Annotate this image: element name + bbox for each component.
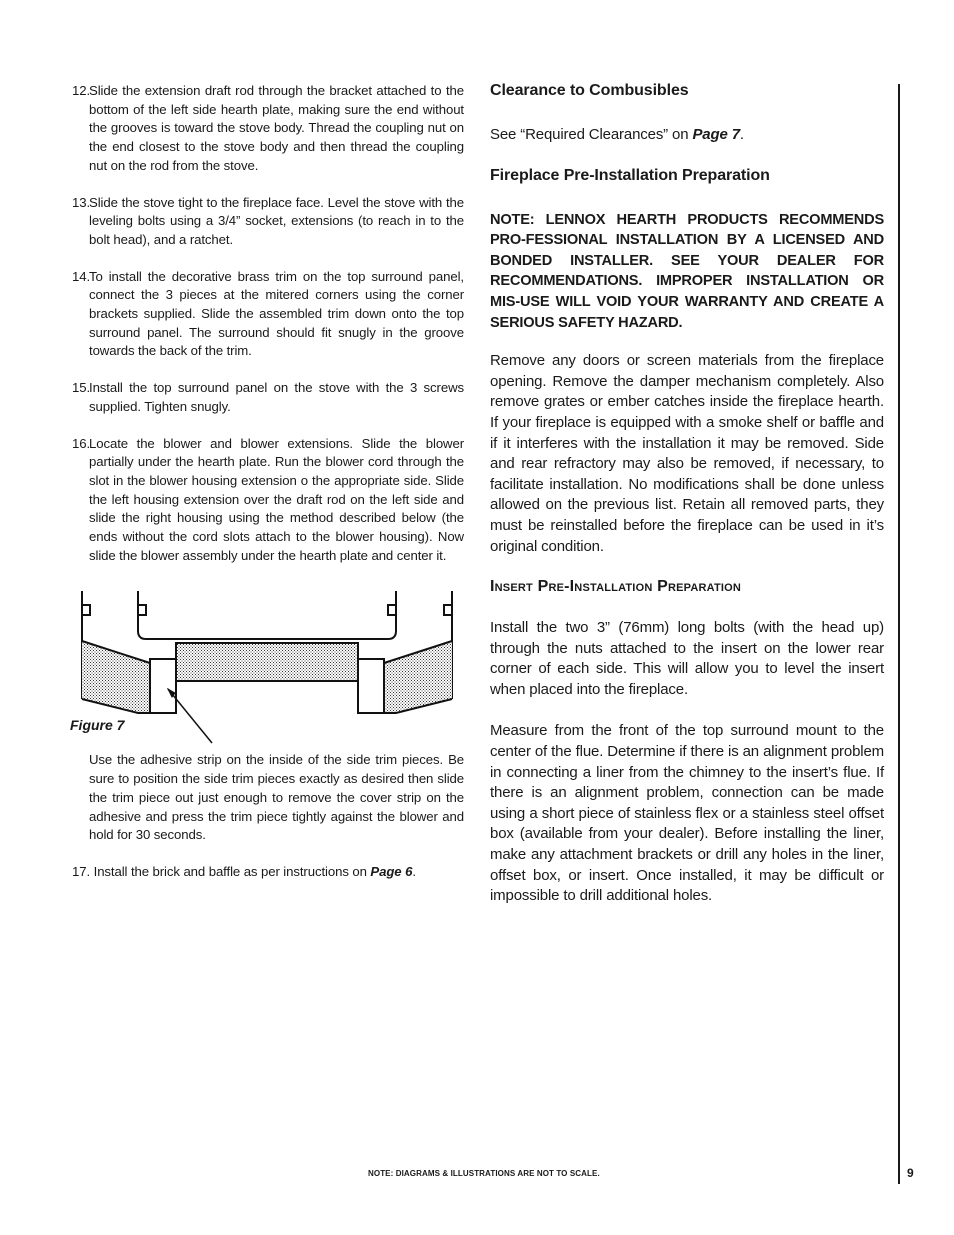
step-text: Slide the extension draft rod through the bracket attached to the bottom of the left side hearth plate, making sure the end without the grooves is toward the stove body. Thread the coupling nut on the end closest to the stove body and then thread the coupling nut on the rod from the stove. xyxy=(89,83,464,173)
insert-prep-paragraph-2: Measure from the front of the top surround mount to the center of the flue. Determine if there is an alignment problem in connecting a liner from the chimney to the insert’s flue. If there is an alignment problem, connection can be made using a short piece of stainless flex or a stainless steel offset box (available from your dealer). Before installing the liner, make any attachment brackets or drill any holes in the liner, offset box, or insert. Once installed, it may be difficult or impossible to drill additional holes. xyxy=(490,722,884,905)
step-number: 13. xyxy=(72,194,91,210)
footer-note: NOTE: DIAGRAMS & ILLUSTRATIONS ARE NOT TO SCALE. xyxy=(368,1169,600,1178)
page-number: 9 xyxy=(907,1166,914,1180)
step-number: 12. xyxy=(72,83,91,98)
instruction-step-12 xyxy=(72,82,464,176)
clearance-text xyxy=(490,125,884,146)
blower-diagram-illustration xyxy=(72,587,464,747)
fireplace-prep-heading: Fireplace Pre-Installation Preparation xyxy=(490,166,770,184)
instruction-step-15 xyxy=(72,379,464,416)
step-number: 16. xyxy=(72,435,91,451)
right-column xyxy=(490,82,884,928)
page-reference: Page 7 xyxy=(692,126,740,143)
step-text: Install the top surround panel on the stove with the 3 screws supplied. Tighten snugly. xyxy=(89,380,464,414)
figure-caption: Figure 7 xyxy=(70,717,125,734)
fireplace-prep-body: Remove any doors or screen materials from the fireplace opening. Remove the damper mechanism completely. Also remove grates or ember catches inside the fireplace hearth. If your fireplace is equipped with a smoke shelf or baffle and if it interferes with the installation it may be removed. Side and rear refractory may also be removed, if necessary, to facilitate installation. No modifications shall be done unless allowed on the previous list. Retain all removed parts, they must be reinstalled before the fireplace can be used in it’s original condition. xyxy=(490,352,884,555)
insert-prep-heading: Insert Pre-Installation Preparation xyxy=(490,578,742,596)
figure-7-blower-diagram xyxy=(72,587,464,747)
safety-note: NOTE: LENNOX HEARTH PRODUCTS RECOMMENDS PRO-FESSIONAL INSTALLATION BY A LICENSED AND BONDED INSTALLER. SEE YOUR DEALER FOR RECOMMENDATIONS. IMPROPER INSTALLATION OR MIS-USE WILL VOID YOUR WARRANTY AND CREATE A SERIOUS SAFETY HAZARD. xyxy=(490,211,884,331)
clearance-text-body: See “Required Clearances” on xyxy=(490,126,693,143)
left-column xyxy=(72,82,464,900)
instruction-step-13 xyxy=(72,194,464,250)
step-number: 17. xyxy=(72,863,91,879)
column-divider-line xyxy=(898,84,900,1184)
instruction-step-14 xyxy=(72,268,464,362)
step-text: Locate the blower and blower extensions. Slide the blower partially under the hearth plate. Run the blower cord through the slot in the blower housing extension o the appropriate side. Slide the left housing extension over the draft rod on the left side and slide the right housing using the method described below (the ends without the cord slots attach to the blower housing). Now slide the blower assembly under the hearth plate and center it. xyxy=(89,435,464,563)
step-text: Slide the stove tight to the fireplace face. Level the stove with the leveling bolts using a 3/4” socket, extensions (to reach in to the bolt head), and a ratchet. xyxy=(89,194,464,247)
step-number: 14. xyxy=(72,268,91,284)
clearance-heading: Clearance to Combusibles xyxy=(490,82,689,99)
clearance-text-end: . xyxy=(739,126,744,143)
step-text: To install the decorative brass trim on the top surround panel, connect the 3 pieces at the mitered corners using the corner brackets supplied. Slide the assembled trim down onto the top surround panel. The surround should fit snugly in the groove towards the back of the trim. xyxy=(89,268,464,359)
step-number: 15. xyxy=(72,380,91,396)
instruction-step-17 xyxy=(72,863,464,882)
figure-note: Use the adhesive strip on the inside of the side trim pieces. Be sure to position the side trim pieces exactly as desired then slide the trim piece out just enough to remove the cover strip on the adhesive and press the trim piece tightly against the blower and hold for 30 seconds. xyxy=(89,752,464,843)
page-reference: Page 6 xyxy=(370,863,413,879)
instruction-step-16 xyxy=(72,435,464,566)
step-end: . xyxy=(412,863,416,879)
step-text: Install the brick and baffle as per instructions on xyxy=(93,863,371,879)
insert-prep-paragraph-1: Install the two 3” (76mm) long bolts (with the head up) through the nuts attached to the insert on the lower rear corner of each side. This will allow you to level the insert when placed into the fireplace. xyxy=(490,619,884,698)
